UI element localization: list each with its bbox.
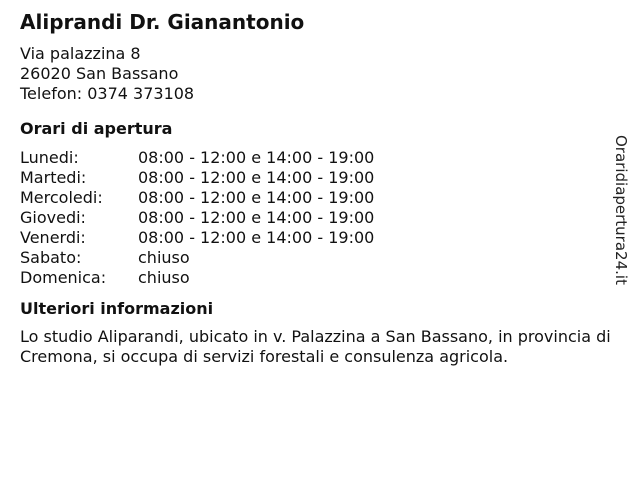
hours-row-thursday [20, 208, 625, 228]
day-label: Giovedi: [20, 208, 86, 227]
address-city: 26020 San Bassano [20, 64, 179, 83]
contact-block [20, 44, 625, 104]
day-hours: chiuso [138, 248, 190, 267]
hours-row-friday [20, 228, 625, 248]
day-hours: 08:00 - 12:00 e 14:00 - 19:00 [138, 188, 375, 207]
hours-row-tuesday [20, 168, 625, 188]
day-label: Mercoledi: [20, 188, 103, 207]
day-label: Martedi: [20, 168, 87, 187]
site-watermark: Oraridiapertura24.it [612, 135, 630, 285]
hours-row-monday [20, 148, 625, 168]
day-label: Lunedi: [20, 148, 79, 167]
business-card [20, 8, 625, 367]
opening-hours-heading: Orari di apertura [20, 119, 173, 138]
phone-number: Telefon: 0374 373108 [20, 84, 195, 103]
day-label: Sabato: [20, 248, 82, 267]
more-info-heading: Ulteriori informazioni [20, 299, 214, 318]
day-hours: 08:00 - 12:00 e 14:00 - 19:00 [138, 228, 375, 247]
hours-row-wednesday [20, 188, 625, 208]
business-name: Aliprandi Dr. Gianantonio [20, 10, 305, 34]
day-hours: 08:00 - 12:00 e 14:00 - 19:00 [138, 208, 375, 227]
more-info-text: Lo studio Aliparandi, ubicato in v. Palazzina a San Bassano, in provincia di Cremona, si occupa di servizi forestali e consulenza agricola. [20, 327, 611, 366]
day-hours: chiuso [138, 268, 190, 287]
opening-hours-table [20, 148, 625, 288]
day-hours: 08:00 - 12:00 e 14:00 - 19:00 [138, 148, 375, 167]
day-label: Domenica: [20, 268, 107, 287]
hours-row-saturday [20, 248, 625, 268]
hours-row-sunday [20, 268, 625, 288]
day-hours: 08:00 - 12:00 e 14:00 - 19:00 [138, 168, 375, 187]
address-street: Via palazzina 8 [20, 44, 141, 63]
day-label: Venerdi: [20, 228, 86, 247]
